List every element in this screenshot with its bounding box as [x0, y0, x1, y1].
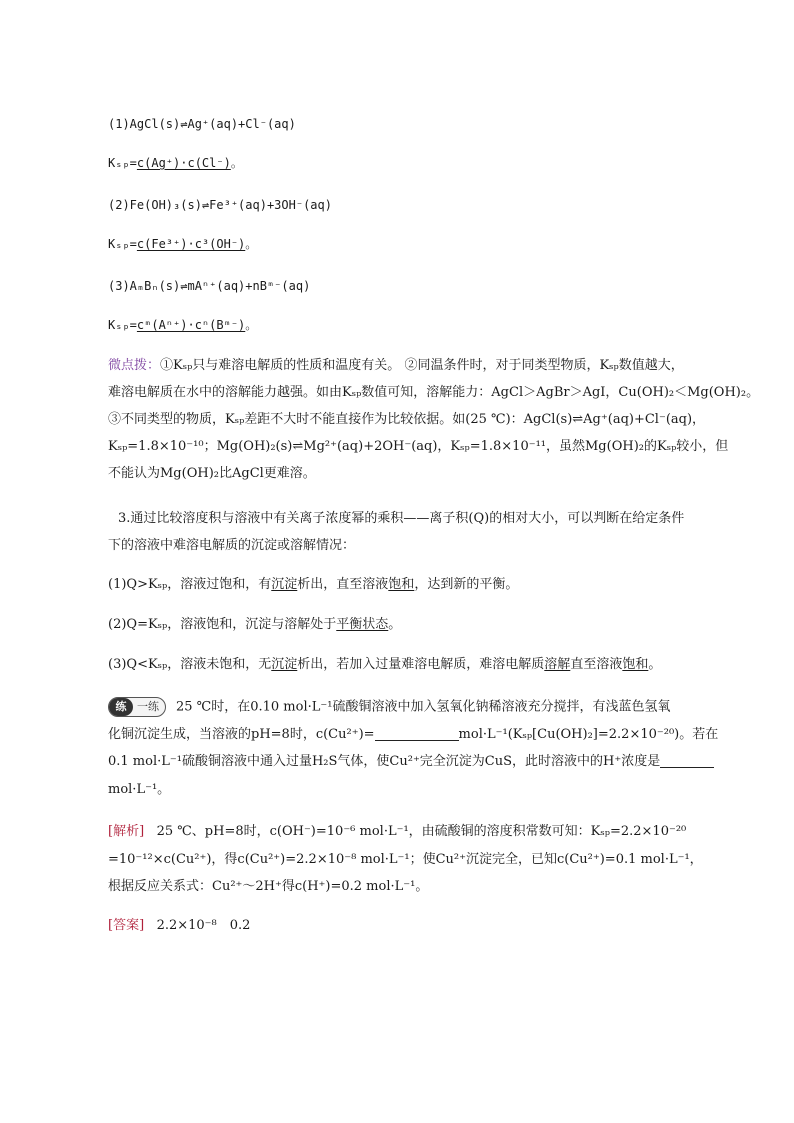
formula-3-equation: (3)AₘBₙ(s)⇌mAⁿ⁺(aq)+nBᵐ⁻(aq) — [108, 279, 311, 293]
analysis-line-3: 根据反应关系式：Cu²⁺～2H⁺得c(H⁺)=0.2 mol·L⁻¹。 — [108, 879, 429, 894]
formula-1-equation: (1)AgCl(s)⇌Ag⁺(aq)+Cl⁻(aq) — [108, 117, 296, 131]
answer-underlined: 沉淀 — [271, 577, 298, 592]
practice-badge-text: 一练 — [137, 700, 159, 713]
exercise-text: 25 ℃时，在0.10 mol·L⁻¹硫酸铜溶液中加入氢氧化钠稀溶液充分搅拌，有浅蓝色氢氧 — [176, 699, 671, 715]
tip-line-4: Kₛₚ=1.8×10⁻¹⁰；Mg(OH)₂(s)⇌Mg²⁺(aq)+2OH⁻(aq)，Kₛₚ=1.8×10⁻¹¹，虽然Mg(OH)₂的Kₛₚ较小，但 — [108, 439, 729, 454]
answer-underlined: 平衡状态 — [336, 617, 389, 632]
ksp-label: Kₛₚ= — [108, 318, 137, 332]
section3-line-2: 下的溶液中难溶电解质的沉淀或溶解情况： — [108, 538, 356, 553]
text: ，达到新的平衡。 — [414, 577, 519, 592]
exercise-line-3 — [108, 752, 714, 772]
answer-underlined: 溶解 — [544, 657, 571, 672]
ksp-label: Kₛₚ= — [108, 156, 137, 170]
analysis-line-1 — [108, 822, 686, 842]
analysis-label: [解析] — [108, 824, 145, 839]
condition-3 — [108, 655, 661, 675]
text: 。 — [648, 657, 662, 672]
answer-underlined: 饱和 — [622, 657, 649, 672]
practice-icon: 练 — [109, 698, 133, 716]
ksp-expression: c(Fe³⁺)·c³(OH⁻) — [136, 237, 246, 251]
text: 直至溶液 — [570, 657, 623, 672]
ksp-label: Kₛₚ= — [108, 237, 137, 251]
condition-2 — [108, 615, 401, 635]
text: 析出，若加入过量难溶电解质，难溶电解质 — [297, 657, 545, 672]
answer-blank-2[interactable] — [660, 753, 714, 768]
condition-1 — [108, 575, 518, 595]
analysis-text: 25 ℃、pH=8时，c(OH⁻)=10⁻⁶ mol·L⁻¹，由硫酸铜的溶度积常数可知：Kₛₚ=2.2×10⁻²⁰ — [156, 824, 687, 839]
formula-2-ksp — [108, 234, 257, 254]
ksp-expression: cᵐ(Aⁿ⁺)·cⁿ(Bᵐ⁻) — [136, 318, 246, 332]
exercise-line-1 — [108, 697, 670, 718]
punct: 。 — [245, 237, 258, 251]
answer-value: 2.2×10⁻⁸ 0.2 — [156, 918, 251, 933]
section3-line-1: 3.通过比较溶度积与溶液中有关离子浓度幂的乘积——离子积(Q)的相对大小，可以判断在给定条件 — [118, 511, 685, 526]
tip-line-2: 难溶电解质在水中的溶解能力越强。如由Kₛₚ数值可知，溶解能力：AgCl＞AgBr＞AgI，Cu(OH)₂＜Mg(OH)₂。 — [108, 385, 760, 400]
tip-line-3: ③不同类型的物质，Kₛₚ差距不大时不能直接作为比较依据。如(25 ℃)：AgCl(s)⇌Ag⁺(aq)+Cl⁻(aq)， — [108, 412, 706, 427]
tip-label: 微点拨： — [108, 358, 161, 373]
exercise-line-4: mol·L⁻¹。 — [108, 782, 171, 797]
formula-2-equation: (2)Fe(OH)₃(s)⇌Fe³⁺(aq)+3OH⁻(aq) — [108, 198, 332, 212]
text: (2)Q=Kₛₚ，溶液饱和，沉淀与溶解处于 — [108, 617, 337, 632]
tip-text: ①Kₛₚ只与难溶电解质的性质和温度有关。 ②同温条件时，对于同类型物质，Kₛₚ数值越大， — [160, 358, 684, 373]
answer-underlined: 饱和 — [388, 577, 415, 592]
text: (1)Q>Kₛₚ，溶液过饱和，有 — [108, 577, 272, 592]
practice-badge — [108, 697, 166, 717]
text: 。 — [388, 617, 402, 632]
exercise-text: mol·L⁻¹(Kₛₚ[Cu(OH)₂]=2.2×10⁻²⁰)。若在 — [458, 727, 719, 742]
answer-label: [答案] — [108, 918, 145, 933]
exercise-line-2 — [108, 725, 718, 745]
punct: 。 — [245, 318, 258, 332]
exercise-text: 化铜沉淀生成，当溶液的pH=8时，c(Cu²⁺)= — [108, 727, 375, 742]
tip-line-5: 不能认为Mg(OH)₂比AgCl更难溶。 — [108, 466, 316, 481]
analysis-line-2: =10⁻¹²×c(Cu²⁺)，得c(Cu²⁺)=2.2×10⁻⁸ mol·L⁻¹；使Cu²⁺沉淀完全，已知c(Cu²⁺)=0.1 mol·L⁻¹， — [108, 852, 703, 867]
answer-blank-1[interactable] — [375, 726, 459, 741]
ksp-expression: c(Ag⁺)·c(Cl⁻) — [136, 156, 231, 170]
answer-line — [108, 916, 250, 936]
formula-3-ksp — [108, 315, 257, 335]
tip-line-1 — [108, 356, 684, 376]
punct: 。 — [230, 156, 243, 170]
exercise-text: 0.1 mol·L⁻¹硫酸铜溶液中通入过量H₂S气体，使Cu²⁺完全沉淀为CuS，此时溶液中的H⁺浓度是 — [108, 754, 661, 769]
formula-1-ksp — [108, 153, 243, 173]
answer-underlined: 沉淀 — [271, 657, 298, 672]
text: (3)Q<Kₛₚ，溶液未饱和，无 — [108, 657, 272, 672]
text: 析出，直至溶液 — [297, 577, 389, 592]
